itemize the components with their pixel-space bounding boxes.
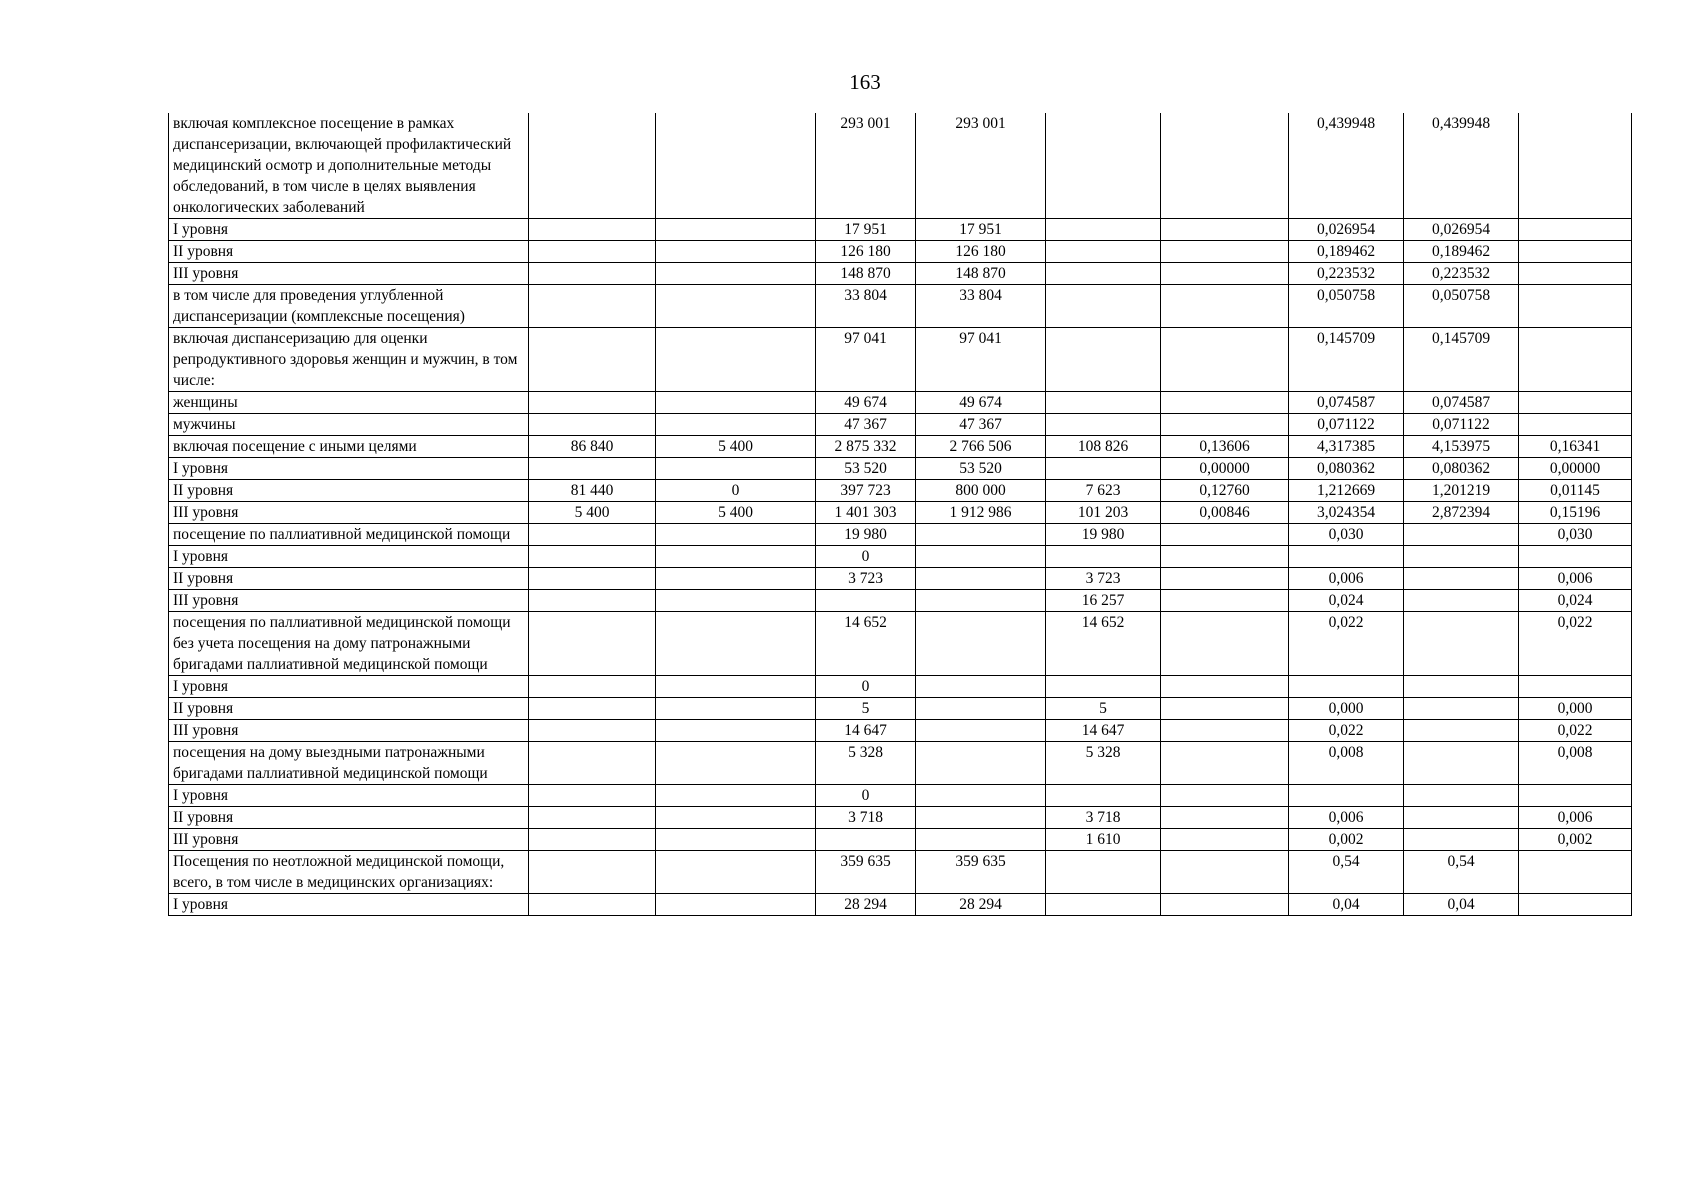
- table-cell: 0,189462: [1289, 241, 1404, 263]
- table-cell: 0,008: [1289, 742, 1404, 785]
- table-cell: [1046, 392, 1161, 414]
- table-cell: 5 400: [656, 436, 816, 458]
- table-cell: 5 328: [1046, 742, 1161, 785]
- table-cell: 0,022: [1519, 720, 1632, 742]
- table-cell: 800 000: [916, 480, 1046, 502]
- table-cell: [916, 524, 1046, 546]
- table-cell: 5 400: [529, 502, 656, 524]
- table-cell: 126 180: [916, 241, 1046, 263]
- table-cell: 0,050758: [1289, 285, 1404, 328]
- table-cell: 47 367: [916, 414, 1046, 436]
- table-row: [169, 851, 1632, 894]
- table-cell: 4,153975: [1404, 436, 1519, 458]
- table-cell: 3 723: [816, 568, 916, 590]
- table-cell: [656, 720, 816, 742]
- table-cell: [1404, 676, 1519, 698]
- table-cell: [656, 851, 816, 894]
- table-row: [169, 807, 1632, 829]
- table-cell: [1404, 720, 1519, 742]
- table-cell: 359 635: [816, 851, 916, 894]
- row-label: в том числе для проведения углубленной диспансеризации (комплексные посещения): [169, 285, 529, 328]
- row-label: посещения по паллиативной медицинской помощи без учета посещения на дому патронажными бригадами паллиативной медицинской помощи: [169, 612, 529, 676]
- table-cell: 0,145709: [1404, 328, 1519, 392]
- row-label: III уровня: [169, 263, 529, 285]
- table-cell: 293 001: [916, 113, 1046, 219]
- row-label: мужчины: [169, 414, 529, 436]
- table-cell: 0,01145: [1519, 480, 1632, 502]
- table-row: [169, 894, 1632, 916]
- table-cell: [656, 590, 816, 612]
- table-cell: [1046, 546, 1161, 568]
- table-cell: [529, 524, 656, 546]
- table-cell: 14 647: [816, 720, 916, 742]
- table-cell: [656, 785, 816, 807]
- table-cell: 0,223532: [1404, 263, 1519, 285]
- table-cell: [916, 546, 1046, 568]
- table-row: [169, 263, 1632, 285]
- table-cell: 33 804: [816, 285, 916, 328]
- table-cell: 0,16341: [1519, 436, 1632, 458]
- table-cell: 47 367: [816, 414, 916, 436]
- table-cell: 0,15196: [1519, 502, 1632, 524]
- table-cell: [1046, 414, 1161, 436]
- table-cell: [1046, 241, 1161, 263]
- table-cell: [1161, 894, 1289, 916]
- table-cell: [529, 829, 656, 851]
- table-row: [169, 113, 1632, 219]
- row-label: III уровня: [169, 502, 529, 524]
- table-cell: 0,026954: [1289, 219, 1404, 241]
- table-cell: 0,04: [1404, 894, 1519, 916]
- table-cell: [1289, 676, 1404, 698]
- table-cell: [656, 263, 816, 285]
- table-cell: [529, 219, 656, 241]
- table-cell: [529, 263, 656, 285]
- table-cell: 0,024: [1519, 590, 1632, 612]
- table-cell: 0,54: [1404, 851, 1519, 894]
- table-cell: 0,00000: [1161, 458, 1289, 480]
- table-cell: 126 180: [816, 241, 916, 263]
- table-cell: 53 520: [916, 458, 1046, 480]
- table-cell: [656, 546, 816, 568]
- table-row: [169, 392, 1632, 414]
- row-label: II уровня: [169, 698, 529, 720]
- table-cell: 49 674: [816, 392, 916, 414]
- table-cell: 0,006: [1519, 568, 1632, 590]
- table-cell: 0,008: [1519, 742, 1632, 785]
- table-cell: [656, 807, 816, 829]
- row-label: посещения на дому выездными патронажными бригадами паллиативной медицинской помощи: [169, 742, 529, 785]
- table-row: [169, 720, 1632, 742]
- row-label: включая посещение с иными целями: [169, 436, 529, 458]
- table-cell: 49 674: [916, 392, 1046, 414]
- table-cell: 1 610: [1046, 829, 1161, 851]
- table-cell: 3 718: [816, 807, 916, 829]
- table-cell: 0: [816, 785, 916, 807]
- row-label: III уровня: [169, 829, 529, 851]
- table-cell: [656, 612, 816, 676]
- table-cell: [1161, 676, 1289, 698]
- table-cell: [816, 829, 916, 851]
- table-row: [169, 676, 1632, 698]
- table-cell: [529, 807, 656, 829]
- table-cell: [916, 829, 1046, 851]
- table-row: [169, 568, 1632, 590]
- table-cell: 81 440: [529, 480, 656, 502]
- table-cell: [529, 698, 656, 720]
- table-row: [169, 502, 1632, 524]
- table-cell: [656, 829, 816, 851]
- table-cell: [1404, 698, 1519, 720]
- table-cell: 0,006: [1519, 807, 1632, 829]
- table-cell: [1289, 546, 1404, 568]
- table-cell: 14 652: [1046, 612, 1161, 676]
- table-cell: [916, 612, 1046, 676]
- table-cell: [1161, 568, 1289, 590]
- table-cell: [529, 590, 656, 612]
- table-cell: [656, 328, 816, 392]
- table-row: [169, 458, 1632, 480]
- table-cell: [529, 612, 656, 676]
- table-cell: 0: [816, 676, 916, 698]
- table-cell: [529, 546, 656, 568]
- table-row: [169, 219, 1632, 241]
- table-cell: 17 951: [916, 219, 1046, 241]
- table-cell: [1404, 829, 1519, 851]
- data-table: [168, 113, 1632, 916]
- table-cell: 14 647: [1046, 720, 1161, 742]
- table-cell: [1161, 590, 1289, 612]
- table-cell: [656, 414, 816, 436]
- table-cell: [1046, 785, 1161, 807]
- table-row: [169, 480, 1632, 502]
- table-cell: 0,439948: [1404, 113, 1519, 219]
- table-cell: 0: [816, 546, 916, 568]
- table-cell: 0,080362: [1289, 458, 1404, 480]
- table-cell: 0,030: [1519, 524, 1632, 546]
- table-cell: 0,026954: [1404, 219, 1519, 241]
- table-cell: [1161, 720, 1289, 742]
- table-cell: 2 766 506: [916, 436, 1046, 458]
- table-cell: [1519, 894, 1632, 916]
- table-cell: [529, 285, 656, 328]
- table-cell: 0,022: [1519, 612, 1632, 676]
- table-cell: [529, 113, 656, 219]
- table-cell: [1404, 546, 1519, 568]
- table-cell: [1404, 785, 1519, 807]
- table-cell: [1161, 524, 1289, 546]
- table-cell: [1161, 546, 1289, 568]
- table-cell: [816, 590, 916, 612]
- table-cell: 28 294: [916, 894, 1046, 916]
- table-cell: [529, 241, 656, 263]
- table-cell: [656, 698, 816, 720]
- table-cell: [1519, 219, 1632, 241]
- row-label: I уровня: [169, 676, 529, 698]
- row-label: II уровня: [169, 241, 529, 263]
- table-row: [169, 436, 1632, 458]
- table-cell: [1161, 392, 1289, 414]
- table-cell: [529, 568, 656, 590]
- table-cell: 97 041: [916, 328, 1046, 392]
- row-label: III уровня: [169, 720, 529, 742]
- row-label: I уровня: [169, 785, 529, 807]
- table-cell: [1046, 894, 1161, 916]
- table-row: [169, 546, 1632, 568]
- row-label: женщины: [169, 392, 529, 414]
- table-row: [169, 524, 1632, 546]
- table-cell: [1404, 742, 1519, 785]
- row-label: Посещения по неотложной медицинской помощи, всего, в том числе в медицинских организациях:: [169, 851, 529, 894]
- table-cell: 0: [656, 480, 816, 502]
- table-cell: 53 520: [816, 458, 916, 480]
- table-cell: 0,006: [1289, 807, 1404, 829]
- table-cell: [656, 568, 816, 590]
- table-cell: 33 804: [916, 285, 1046, 328]
- table-cell: [1046, 285, 1161, 328]
- table-cell: [916, 720, 1046, 742]
- table-row: [169, 414, 1632, 436]
- table-cell: 108 826: [1046, 436, 1161, 458]
- table-cell: 0,00000: [1519, 458, 1632, 480]
- table-cell: [1161, 328, 1289, 392]
- table-cell: 0,189462: [1404, 241, 1519, 263]
- table-cell: 0,030: [1289, 524, 1404, 546]
- table-cell: [1519, 285, 1632, 328]
- table-cell: [1519, 785, 1632, 807]
- table-cell: 101 203: [1046, 502, 1161, 524]
- table-cell: [529, 328, 656, 392]
- table-cell: [656, 742, 816, 785]
- row-label: II уровня: [169, 568, 529, 590]
- table-cell: 397 723: [816, 480, 916, 502]
- table-cell: [1161, 742, 1289, 785]
- row-label: II уровня: [169, 480, 529, 502]
- table-cell: [1404, 807, 1519, 829]
- table-row: [169, 612, 1632, 676]
- table-cell: 0,04: [1289, 894, 1404, 916]
- table-cell: [1161, 263, 1289, 285]
- table-cell: [529, 785, 656, 807]
- table-cell: 148 870: [816, 263, 916, 285]
- table-cell: 7 623: [1046, 480, 1161, 502]
- table-cell: [1046, 263, 1161, 285]
- table-cell: 0,13606: [1161, 436, 1289, 458]
- table-cell: 1,201219: [1404, 480, 1519, 502]
- table-cell: [1161, 241, 1289, 263]
- table-cell: [656, 219, 816, 241]
- row-label: включая диспансеризацию для оценки репродуктивного здоровья женщин и мужчин, в том числе:: [169, 328, 529, 392]
- table-cell: 5 400: [656, 502, 816, 524]
- table-cell: 0,00846: [1161, 502, 1289, 524]
- table-cell: [916, 785, 1046, 807]
- table-cell: 28 294: [816, 894, 916, 916]
- table-cell: [656, 894, 816, 916]
- table-cell: [1046, 219, 1161, 241]
- table-cell: [656, 524, 816, 546]
- row-label: включая комплексное посещение в рамках диспансеризации, включающей профилактический медицинский осмотр и дополнительные методы обследований, в том числе в целях выявления онкологических заболеваний: [169, 113, 529, 219]
- table-cell: 0,022: [1289, 612, 1404, 676]
- table-cell: 0,145709: [1289, 328, 1404, 392]
- table-cell: [1519, 414, 1632, 436]
- table-cell: [1404, 612, 1519, 676]
- table-cell: [1161, 829, 1289, 851]
- table-cell: 14 652: [816, 612, 916, 676]
- table-cell: [1046, 458, 1161, 480]
- table-cell: 359 635: [916, 851, 1046, 894]
- table-row: [169, 241, 1632, 263]
- table-cell: [1519, 676, 1632, 698]
- row-label: I уровня: [169, 546, 529, 568]
- table-cell: [1404, 568, 1519, 590]
- row-label: I уровня: [169, 219, 529, 241]
- table-cell: [656, 113, 816, 219]
- table-cell: 0,002: [1519, 829, 1632, 851]
- table-cell: 1 401 303: [816, 502, 916, 524]
- table-cell: [656, 285, 816, 328]
- table-cell: [1046, 676, 1161, 698]
- table-cell: [1404, 524, 1519, 546]
- table-cell: 1,212669: [1289, 480, 1404, 502]
- table-cell: 148 870: [916, 263, 1046, 285]
- table-cell: 0,000: [1519, 698, 1632, 720]
- row-label: посещение по паллиативной медицинской помощи: [169, 524, 529, 546]
- table-cell: 5: [1046, 698, 1161, 720]
- table-cell: [656, 241, 816, 263]
- table-cell: [529, 894, 656, 916]
- row-label: I уровня: [169, 458, 529, 480]
- row-label: II уровня: [169, 807, 529, 829]
- table-cell: [529, 720, 656, 742]
- page-number: 163: [849, 70, 881, 94]
- table-cell: [1161, 785, 1289, 807]
- table-cell: [1161, 807, 1289, 829]
- table-cell: 0,074587: [1404, 392, 1519, 414]
- table-row: [169, 698, 1632, 720]
- table-cell: [1519, 392, 1632, 414]
- table-cell: [529, 742, 656, 785]
- table-row: [169, 590, 1632, 612]
- table-cell: 3 718: [1046, 807, 1161, 829]
- table-cell: [1161, 414, 1289, 436]
- table-cell: [916, 590, 1046, 612]
- table-cell: 0,54: [1289, 851, 1404, 894]
- table-cell: [1519, 263, 1632, 285]
- table-cell: 1 912 986: [916, 502, 1046, 524]
- table-cell: [1161, 219, 1289, 241]
- table-row: [169, 742, 1632, 785]
- table-cell: 0,080362: [1404, 458, 1519, 480]
- table-cell: [916, 807, 1046, 829]
- table-cell: 5 328: [816, 742, 916, 785]
- table-cell: [1161, 285, 1289, 328]
- table-cell: [1404, 590, 1519, 612]
- table-cell: [529, 458, 656, 480]
- table-cell: [529, 414, 656, 436]
- table-cell: [1046, 851, 1161, 894]
- table-cell: [1046, 113, 1161, 219]
- row-label: I уровня: [169, 894, 529, 916]
- table-cell: 2,872394: [1404, 502, 1519, 524]
- table-row: [169, 785, 1632, 807]
- table-cell: [1519, 241, 1632, 263]
- table-cell: 86 840: [529, 436, 656, 458]
- table-cell: [1519, 851, 1632, 894]
- table-row: [169, 328, 1632, 392]
- table-cell: 2 875 332: [816, 436, 916, 458]
- table-cell: [1161, 851, 1289, 894]
- row-label: III уровня: [169, 590, 529, 612]
- table-cell: 0,006: [1289, 568, 1404, 590]
- table-cell: [656, 676, 816, 698]
- table-cell: 0,071122: [1289, 414, 1404, 436]
- table-cell: [916, 698, 1046, 720]
- table-cell: [1519, 546, 1632, 568]
- table-cell: 16 257: [1046, 590, 1161, 612]
- table-cell: [529, 392, 656, 414]
- table-cell: 19 980: [1046, 524, 1161, 546]
- table-cell: 0,024: [1289, 590, 1404, 612]
- table-cell: 19 980: [816, 524, 916, 546]
- table-cell: [1519, 328, 1632, 392]
- table-cell: [1161, 113, 1289, 219]
- table-cell: [1046, 328, 1161, 392]
- table-cell: 0,000: [1289, 698, 1404, 720]
- table-cell: 3 723: [1046, 568, 1161, 590]
- table-row: [169, 285, 1632, 328]
- table-cell: 97 041: [816, 328, 916, 392]
- table-cell: [1161, 612, 1289, 676]
- table-cell: 5: [816, 698, 916, 720]
- table-cell: 17 951: [816, 219, 916, 241]
- table-cell: 293 001: [816, 113, 916, 219]
- table-cell: [1519, 113, 1632, 219]
- table-cell: [529, 851, 656, 894]
- table-cell: [916, 568, 1046, 590]
- table-cell: 3,024354: [1289, 502, 1404, 524]
- table-cell: [1161, 698, 1289, 720]
- table-cell: 0,071122: [1404, 414, 1519, 436]
- table-cell: 0,074587: [1289, 392, 1404, 414]
- table-cell: 4,317385: [1289, 436, 1404, 458]
- table-cell: 0,002: [1289, 829, 1404, 851]
- table-cell: 0,223532: [1289, 263, 1404, 285]
- table-cell: [916, 742, 1046, 785]
- table-row: [169, 829, 1632, 851]
- table-cell: [916, 676, 1046, 698]
- table-cell: [529, 676, 656, 698]
- table-cell: 0,439948: [1289, 113, 1404, 219]
- table-cell: 0,12760: [1161, 480, 1289, 502]
- table-cell: [1289, 785, 1404, 807]
- table-cell: 0,050758: [1404, 285, 1519, 328]
- table-cell: [656, 458, 816, 480]
- table-cell: [656, 392, 816, 414]
- table-cell: 0,022: [1289, 720, 1404, 742]
